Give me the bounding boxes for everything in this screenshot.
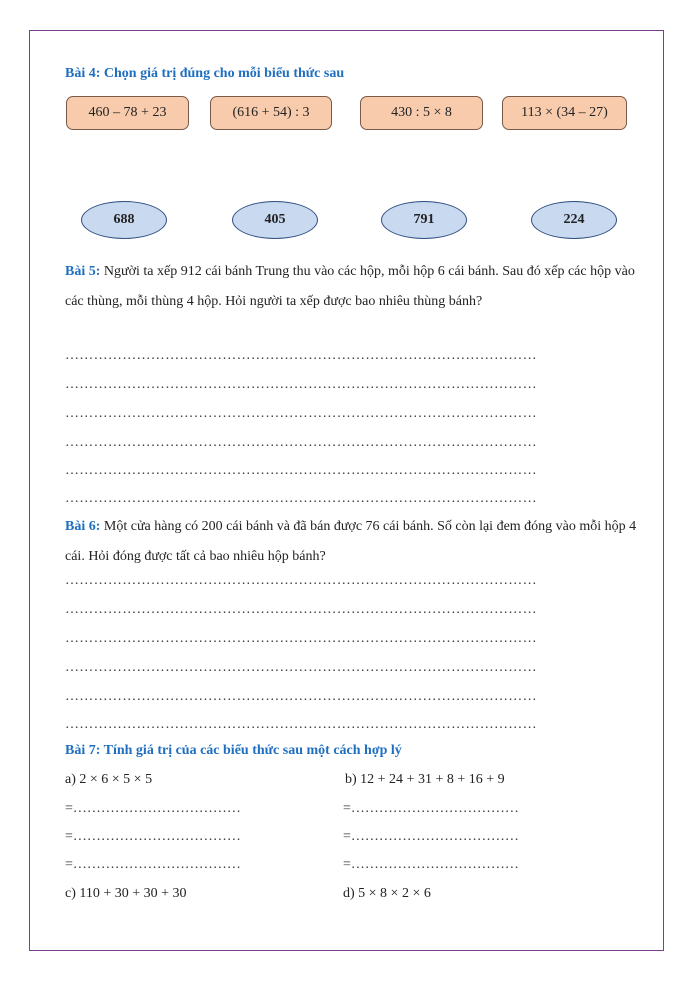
bai6-problem: [65, 512, 640, 572]
bai5-answer-line-1[interactable]: ………………………………………………………………………………………: [65, 348, 537, 363]
bai5-answer-line-4[interactable]: ………………………………………………………………………………………: [65, 435, 537, 450]
bai7-item-d: d) 5 × 8 × 2 × 6: [343, 886, 431, 901]
bai7-a-work-line-1[interactable]: =………………………………: [65, 801, 241, 816]
bai7-item-c: c) 110 + 30 + 30 + 30: [65, 886, 187, 901]
bai6-answer-line-1[interactable]: ………………………………………………………………………………………: [65, 573, 537, 588]
bai6-answer-line-2[interactable]: ………………………………………………………………………………………: [65, 602, 537, 617]
bai5-problem: [65, 257, 640, 317]
bai7-heading: Bài 7: Tính giá trị của các biểu thức sau một cách hợp lý: [65, 743, 402, 758]
expression-box-1[interactable]: 460 – 78 + 23: [66, 96, 189, 130]
value-oval-4[interactable]: 224: [531, 201, 617, 239]
bai7-b-work-line-1[interactable]: =………………………………: [343, 801, 519, 816]
bai7-b-work-line-3[interactable]: =………………………………: [343, 857, 519, 872]
bai6-text: Một cửa hàng có 200 cái bánh và đã bán được 76 cái bánh. Số còn lại đem đóng vào mỗi hộp 4 cái. Hỏi đóng được tất cả bao nhiêu hộp bánh?: [65, 519, 637, 564]
bai5-text: Người ta xếp 912 cái bánh Trung thu vào các hộp, mỗi hộp 6 cái bánh. Sau đó xếp các hộp vào các thùng, mỗi thùng 4 hộp. Hỏi người ta xếp được bao nhiêu thùng bánh?: [65, 264, 635, 309]
bai7-b-work-line-2[interactable]: =………………………………: [343, 829, 519, 844]
bai6-answer-line-3[interactable]: ………………………………………………………………………………………: [65, 631, 537, 646]
bai5-answer-line-2[interactable]: ………………………………………………………………………………………: [65, 377, 537, 392]
bai4-heading: Bài 4: Chọn giá trị đúng cho mỗi biểu thức sau: [65, 66, 345, 81]
bai7-item-a: a) 2 × 6 × 5 × 5: [65, 772, 153, 787]
bai5-answer-line-3[interactable]: ………………………………………………………………………………………: [65, 406, 537, 421]
value-oval-3[interactable]: 791: [381, 201, 467, 239]
bai7-a-work-line-3[interactable]: =………………………………: [65, 857, 241, 872]
bai6-answer-line-6[interactable]: ………………………………………………………………………………………: [65, 717, 537, 732]
bai6-answer-line-5[interactable]: ………………………………………………………………………………………: [65, 689, 537, 704]
bai5-label: Bài 5:: [65, 264, 101, 279]
expression-box-3[interactable]: 430 : 5 × 8: [360, 96, 483, 130]
value-oval-2[interactable]: 405: [232, 201, 318, 239]
expression-box-4[interactable]: 113 × (34 – 27): [502, 96, 627, 130]
value-oval-1[interactable]: 688: [81, 201, 167, 239]
bai6-label: Bài 6:: [65, 519, 101, 534]
bai7-a-work-line-2[interactable]: =………………………………: [65, 829, 241, 844]
expression-box-2[interactable]: (616 + 54) : 3: [210, 96, 332, 130]
bai5-answer-line-6[interactable]: ………………………………………………………………………………………: [65, 491, 537, 506]
bai7-item-b: b) 12 + 24 + 31 + 8 + 16 + 9: [345, 772, 505, 787]
bai6-answer-line-4[interactable]: ………………………………………………………………………………………: [65, 660, 537, 675]
bai5-answer-line-5[interactable]: ………………………………………………………………………………………: [65, 463, 537, 478]
